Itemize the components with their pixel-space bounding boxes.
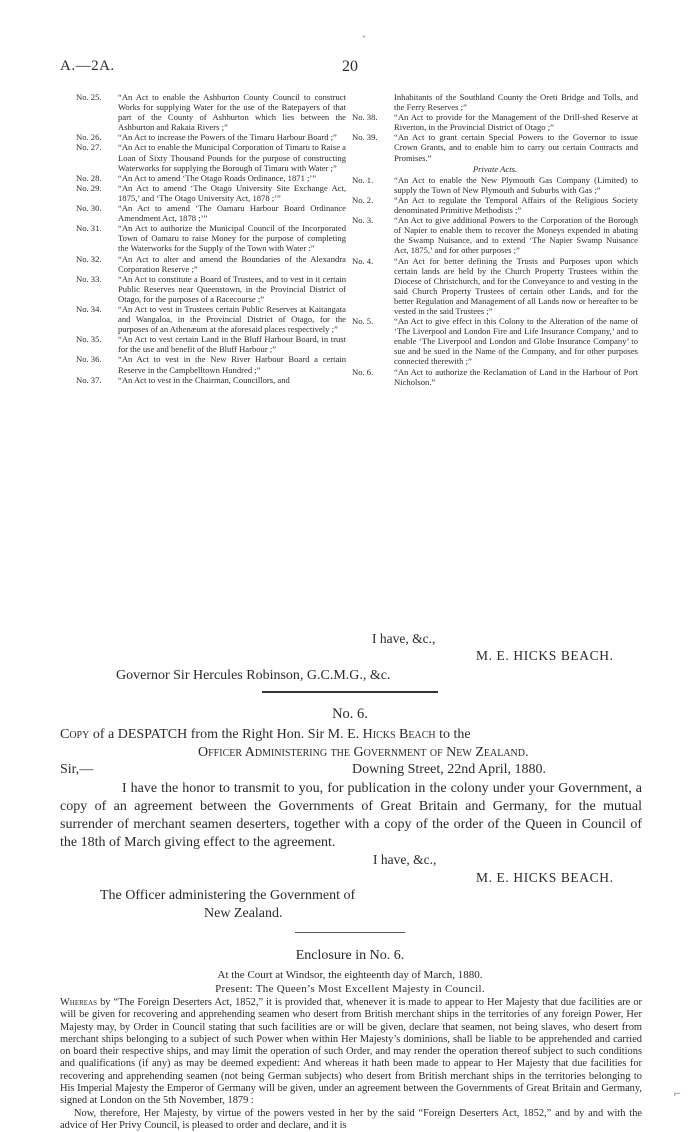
addressee-line-2: New Zealand. xyxy=(204,906,283,921)
paragraph: Now, therefore, Her Majesty, by virtue of the powers vested in her by the said “Foreign Deserters Act, 1852,” and by and with the advice of Her Privy Council, is pleased to order and declare, and it is xyxy=(60,1107,642,1131)
act-item: No. 28. “An Act to amend ‘The Otago Roads Ordinance, 1871 ;’” xyxy=(76,172,317,183)
act-continuation: Inhabitants of the Southland County the Oreti Bridge and Tolls, and the Ferry Reserves ;” xyxy=(394,92,638,113)
act-item: No. 36. “An Act to vest in the New River Harbour Board a certain Reserve in the Campbelltown Hundred ;” xyxy=(76,354,346,375)
private-act-item: No. 5. “An Act to give effect in this Colony to the Alteration of the name of ‘The Liverpool and London Fire and Life Insurance Company,’ and to enable ‘The Liverpool and London and Globe Insurance Company’ to sue and be sued in the Name of the Company, and for other purposes connected therewith ;” xyxy=(352,316,638,367)
paper-reference: A.—2A. xyxy=(60,58,115,74)
section-divider xyxy=(262,691,438,693)
act-item: No. 29. “An Act to amend ‘The Otago University Site Exchange Act, 1875,’ and ‘The Otago University Act, 1878 ;’” xyxy=(76,182,346,203)
section-divider xyxy=(295,932,405,933)
closing-phrase: I have, &c., xyxy=(372,631,436,646)
act-item: No. 25. “An Act to enable the Ashburton County Council to construct Works for supplying Water for the use of the Ratepayers of that part of the County of Ashburton which lies between the Ashburton and Rakaia Rivers ;” xyxy=(76,92,346,133)
act-item: No. 26. “An Act to increase the Powers of the Timaru Harbour Board ;” xyxy=(76,132,337,143)
private-act-item: No. 4. “An Act for better defining the Trusts and Purposes upon which certain lands are held by the Church Property Trustees within the Diocese of Christchurch, and for the Conveyance to and vesting in the said Church Property Trustees of certain other Lands, and for the better Regulation and Management of all Lands now or hereafter to be vested in the said Trustees ;” xyxy=(352,255,638,316)
signature: M. E. HICKS BEACH. xyxy=(476,870,614,885)
act-item: No. 39. “An Act to grant certain Special Powers to the Governor to issue Crown Grants, and to enable him to carry out certain Contracts and Promises.” xyxy=(352,132,638,163)
stray-mark: ˏ xyxy=(362,24,366,38)
private-act-item: No. 1. “An Act to enable the New Plymouth Gas Company (Limited) to supply the Town of New Plymouth and Suburbs with Gas ;” xyxy=(352,174,638,195)
private-act-item: No. 3. “An Act to give additional Powers to the Corporation of the Borough of Napier to enable them to recover the Moneys expended in abating the Swamp Nuisance, and to extend ‘The Napier Swamp Nuisance Act, 1875,’ and for other purposes ;” xyxy=(352,215,638,256)
paragraph: Whereas by “The Foreign Deserters Act, 1852,” it is provided that, whenever it is made to appear to Her Majesty that due facilities are or will be given for recovering and apprehending seamen who desert from British merchant ships in the territories of any foreign Power, Her Majesty may, by Order in Council stating that such facilities are or will be given, declare that seamen, not being slaves, who desert from merchant ships belonging to a subject of such Power when within Her Majesty’s dominions, shall be liable to be apprehended and carried on board their respective ships, and may limit the operation of such Order, and may render the operation thereof subject to such conditions and qualifications (if any) as may be deemed expedient: And whereas it hath been made to appear to Her Majesty that due facilities for recovering and apprehending seamen (not being German subjects) who desert from British merchant ships in the territories belonging to His Imperial Majesty the Emperor of Germany will be given, under an agreement between the Governments of Great Britain and Germany, signed at London on the 5th November, 1879 : xyxy=(60,997,642,1107)
margin-mark: ⌐ xyxy=(674,1086,681,1100)
present-line: Present: The Queen’s Most Excellent Majesty in Council. xyxy=(215,983,485,995)
act-item: No. 37. “An Act to vest in the Chairman, Councillors, and xyxy=(76,374,290,385)
right-column xyxy=(352,92,638,387)
salutation: Sir,— xyxy=(60,762,94,777)
court-line: At the Court at Windsor, the eighteenth day of March, 1880. xyxy=(217,969,483,981)
act-item: No. 38. “An Act to provide for the Management of the Drill-shed Reserve at Riverton, in the Provincial District of Otago ;” xyxy=(352,112,638,133)
act-item: No. 30. “An Act to amend ‘The Oamaru Harbour Board Ordinance Amendment Act, 1878 ;’” xyxy=(76,203,346,224)
enclosure-title: Enclosure in No. 6. xyxy=(295,948,405,963)
act-item: No. 32. “An Act to alter and amend the Boundaries of the Alexandra Corporation Reserve ;” xyxy=(76,253,346,274)
private-act-item: No. 2. “An Act to regulate the Temporal Affairs of the Religious Society denominated Primitive Methodists ;” xyxy=(352,194,638,216)
place-date: Downing Street, 22nd April, 1880. xyxy=(352,762,547,777)
left-column xyxy=(76,92,346,385)
closing-phrase: I have, &c., xyxy=(373,852,437,867)
dispatch-title: Copy of a DESPATCH from the Right Hon. Sir M. E. Hicks Beach to the Officer Administering the Government of New Zealand. xyxy=(60,727,529,760)
page-header xyxy=(60,58,640,80)
private-acts-heading: Private Acts. xyxy=(472,163,518,174)
act-item: No. 34. “An Act to vest in Trustees certain Public Reserves at Kaitangata and Wangaloa, in the Provincial District of Otago, for the purposes of an Athenæum at the aforesaid places respectively ;” xyxy=(76,303,346,335)
dispatch-number: No. 6. xyxy=(332,706,368,722)
private-act-item: No. 6. “An Act to authorize the Reclamation of Land in the Harbour of Port Nicholson.” xyxy=(352,366,638,387)
signature: M. E. HICKS BEACH. xyxy=(476,648,614,663)
act-item: No. 31. “An Act to authorize the Municipal Council of the Incorporated Town of Oamaru to raise Money for the purpose of completing the Waterworks for the Supply of the Town with Water :” xyxy=(76,223,346,254)
act-item: No. 27. “An Act to enable the Municipal Corporation of Timaru to Raise a Loan of Sixty Thousand Pounds for the purpose of constructing Waterworks for supplying the Borough of Timaru with Water ;” xyxy=(76,142,346,173)
act-item: No. 33. “An Act to constitute a Board of Trustees, and to vest in it certain Public Reserves near Queenstown, in the Provincial District of Otago, for the purposes of a Racecourse ;” xyxy=(76,273,346,304)
page-number: 20 xyxy=(342,58,358,75)
addressee-line-1: The Officer administering the Government of xyxy=(100,888,356,903)
act-item: No. 35. “An Act to vest certain Land in the Bluff Harbour Board, in trust for the use and benefit of the Bluff Harbour ;” xyxy=(76,334,346,355)
addressee: Governor Sir Hercules Robinson, G.C.M.G., &c. xyxy=(116,668,391,683)
dispatch-body: I have the honor to transmit to you, for publication in the colony under your Government, a copy of an agreement between the Governments of Great Britain and Germany, for the mutual surrender of merchant seamen deserters, together with a copy of the order of the Queen in Council of the 18th of March giving effect to the agreement. xyxy=(60,781,642,850)
order-in-council-text xyxy=(60,997,642,1132)
